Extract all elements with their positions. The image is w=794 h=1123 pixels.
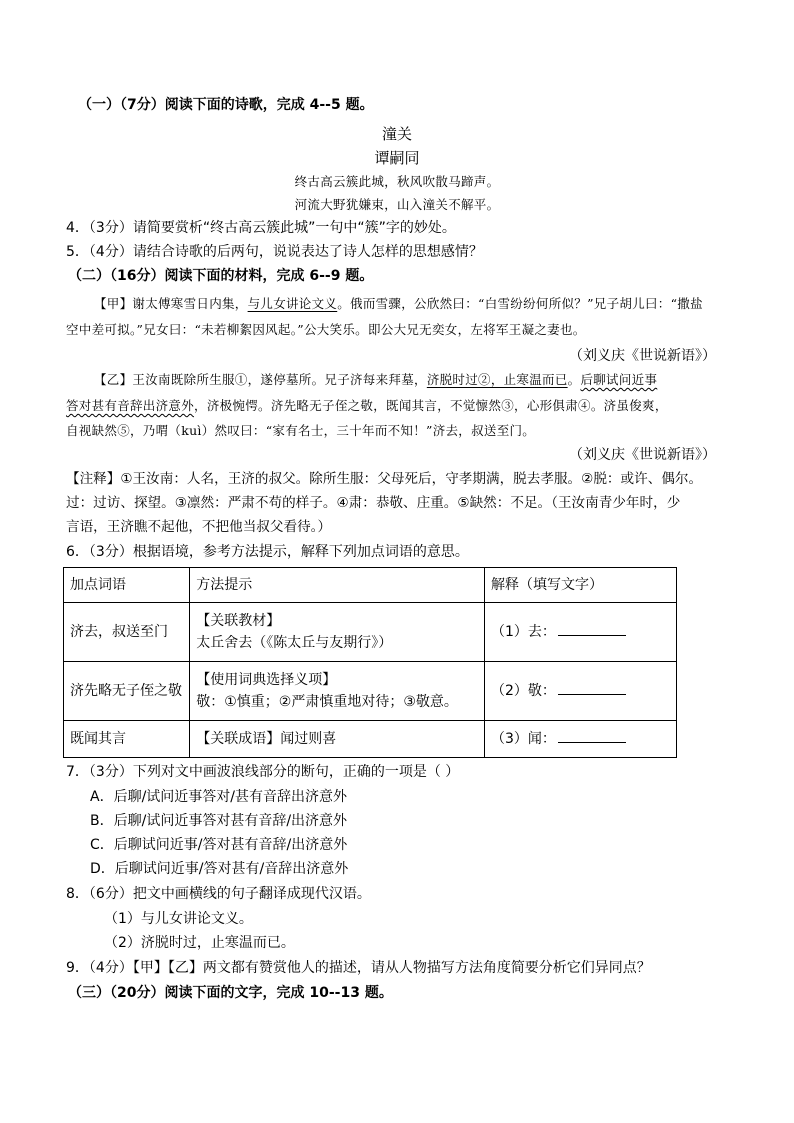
answer-blank[interactable]	[558, 728, 626, 743]
table-cell-answer[interactable]	[484, 603, 676, 662]
poem-line-2: 河流大野犹嫌束，山入潼关不解平。	[294, 197, 500, 212]
passage-yi-line-2	[66, 396, 668, 416]
hint-title: 【关联教材】	[196, 613, 281, 629]
answer-label: （1）去：	[490, 624, 556, 640]
option-c[interactable]: C．后聊试问近事/答对甚有音辞/出济意外	[90, 837, 348, 853]
table-cell-hint	[190, 662, 485, 721]
answer-blank[interactable]	[558, 680, 626, 695]
poem-title: 潼关	[381, 125, 412, 143]
table-cell-word: 济先略无子侄之敬	[64, 662, 190, 721]
wavy-line-part-1: 后聊试问近事	[580, 372, 658, 387]
hint-body: 敬：①慎重；②严肃慎重地对待；③敬意。	[196, 694, 458, 710]
passage-yi-line-3: 自视缺然⑤，乃喟（kuì）然叹曰：“家有名士，三十年而不知！”济去，叔送至门。	[66, 423, 536, 438]
notes-line-1: 【注释】①王汝南：人名，王济的叔父。除所生服：父母死后，守孝期满，脱去孝服。②脱：或许、偶尔。	[66, 471, 703, 487]
table-cell-answer[interactable]	[484, 662, 676, 721]
notes-line-2: 过：过访、探望。③凛然：严肃不苟的样子。④肃：恭敬、庄重。⑤缺然：不足。（王汝南青少年时，少	[66, 495, 681, 511]
passage-yi-text: 【乙】王汝南既除所生服①，遂停墓所。兄子济每来拜墓，	[94, 372, 427, 387]
table-row	[64, 662, 677, 721]
table-header: 方法提示	[190, 568, 485, 603]
passage-jia-citation: （刘义庆《世说新语》）	[569, 348, 716, 364]
section1-heading: （一）（7分）阅读下面的诗歌，完成 4--5 题。	[78, 97, 374, 113]
question-6-stem: 6．（3分）根据语境，参考方法提示，解释下列加点词语的意思。	[66, 544, 469, 560]
table-cell-word: 济去，叔送至门	[64, 603, 190, 662]
passage-jia-text: 。俄而雪骤，公欣然曰：“白雪纷纷何所似？”兄子胡儿曰：“撒盐	[337, 296, 703, 311]
question-5: 5．（4分）请结合诗歌的后两句，说说表达了诗人怎样的思想感情？	[66, 244, 483, 260]
table-cell-answer[interactable]	[484, 721, 676, 758]
table-header: 解释（填写文字）	[484, 568, 676, 603]
question-8-stem: 8．（6分）把文中画横线的句子翻译成现代汉语。	[66, 886, 371, 902]
option-d[interactable]: D．后聊试问近事/答对甚有/音辞出济意外	[90, 861, 349, 877]
notes-line-3: 言语，王济瞧不起他，不把他当叔父看待。）	[66, 519, 332, 535]
passage-yi-text: 。	[567, 372, 581, 387]
hint-body: 太丘舍去（《陈太丘与友期行》）	[196, 635, 393, 651]
question-8-item-1: （1）与儿女讲论文义。	[104, 911, 253, 927]
passage-yi-citation: （刘义庆《世说新语》）	[569, 447, 716, 463]
method-table	[63, 567, 677, 758]
section2-heading: （二）（16分）阅读下面的材料，完成 6--9 题。	[68, 268, 374, 284]
question-8-item-2: （2）济脱时过，止寒温而已。	[104, 935, 295, 951]
answer-label: （2）敬：	[490, 683, 556, 699]
underlined-sentence-2: 济脱时过②，止寒温而已	[426, 372, 568, 387]
question-7-stem: 7．（3分）下列对文中画波浪线部分的断句，正确的一项是（ ）	[66, 764, 460, 780]
passage-jia-text: 【甲】谢太傅寒雪日内集，	[94, 296, 248, 311]
section3-heading: （三）（20分）阅读下面的文字，完成 10--13 题。	[68, 985, 393, 1001]
hint-title: 【关联成语】闻过则喜	[196, 731, 337, 747]
table-cell-word: 既闻其言	[64, 721, 190, 758]
question-4: 4．（3分）请简要赏析“终古高云簇此城”一句中“簇”字的妙处。	[66, 220, 456, 236]
option-a[interactable]: A．后聊/试问近事答对/甚有音辞出济意外	[90, 789, 348, 805]
wavy-line-part-2: 答对甚有音辞出济意外	[66, 398, 195, 413]
table-cell-hint	[190, 721, 485, 758]
answer-blank[interactable]	[558, 621, 626, 636]
table-header-row	[64, 568, 677, 603]
passage-jia-line-2: 空中差可拟。”兄女曰：“未若柳絮因风起。”公大笑乐。即公大兄无奕女，左将军王凝之妻也。	[66, 322, 586, 337]
poem-author: 谭嗣同	[374, 149, 420, 167]
hint-title: 【使用词典选择义项】	[196, 672, 337, 688]
table-header: 加点词语	[64, 568, 190, 603]
option-b[interactable]: B．后聊/试问近事答对甚有音辞/出济意外	[90, 813, 348, 829]
table-row	[64, 603, 677, 662]
poem-line-1: 终古高云簇此城，秋风吹散马蹄声。	[294, 174, 500, 189]
answer-label: （3）闻：	[490, 731, 556, 747]
passage-yi-line-1	[94, 370, 657, 390]
passage-jia-line-1	[94, 294, 703, 314]
table-cell-hint	[190, 603, 485, 662]
passage-yi-text: ，济极惋愕。济先略无子侄之敬，既闻其言，不觉懔然③，心形俱肃④。济虽俊爽，	[194, 398, 668, 413]
underlined-sentence-1: 与儿女讲论文义	[247, 296, 338, 311]
table-row	[64, 721, 677, 758]
question-9: 9．（4分）【甲】【乙】两文都有赞赏他人的描述，请从人物描写方法角度简要分析它们异同点？	[66, 960, 651, 976]
